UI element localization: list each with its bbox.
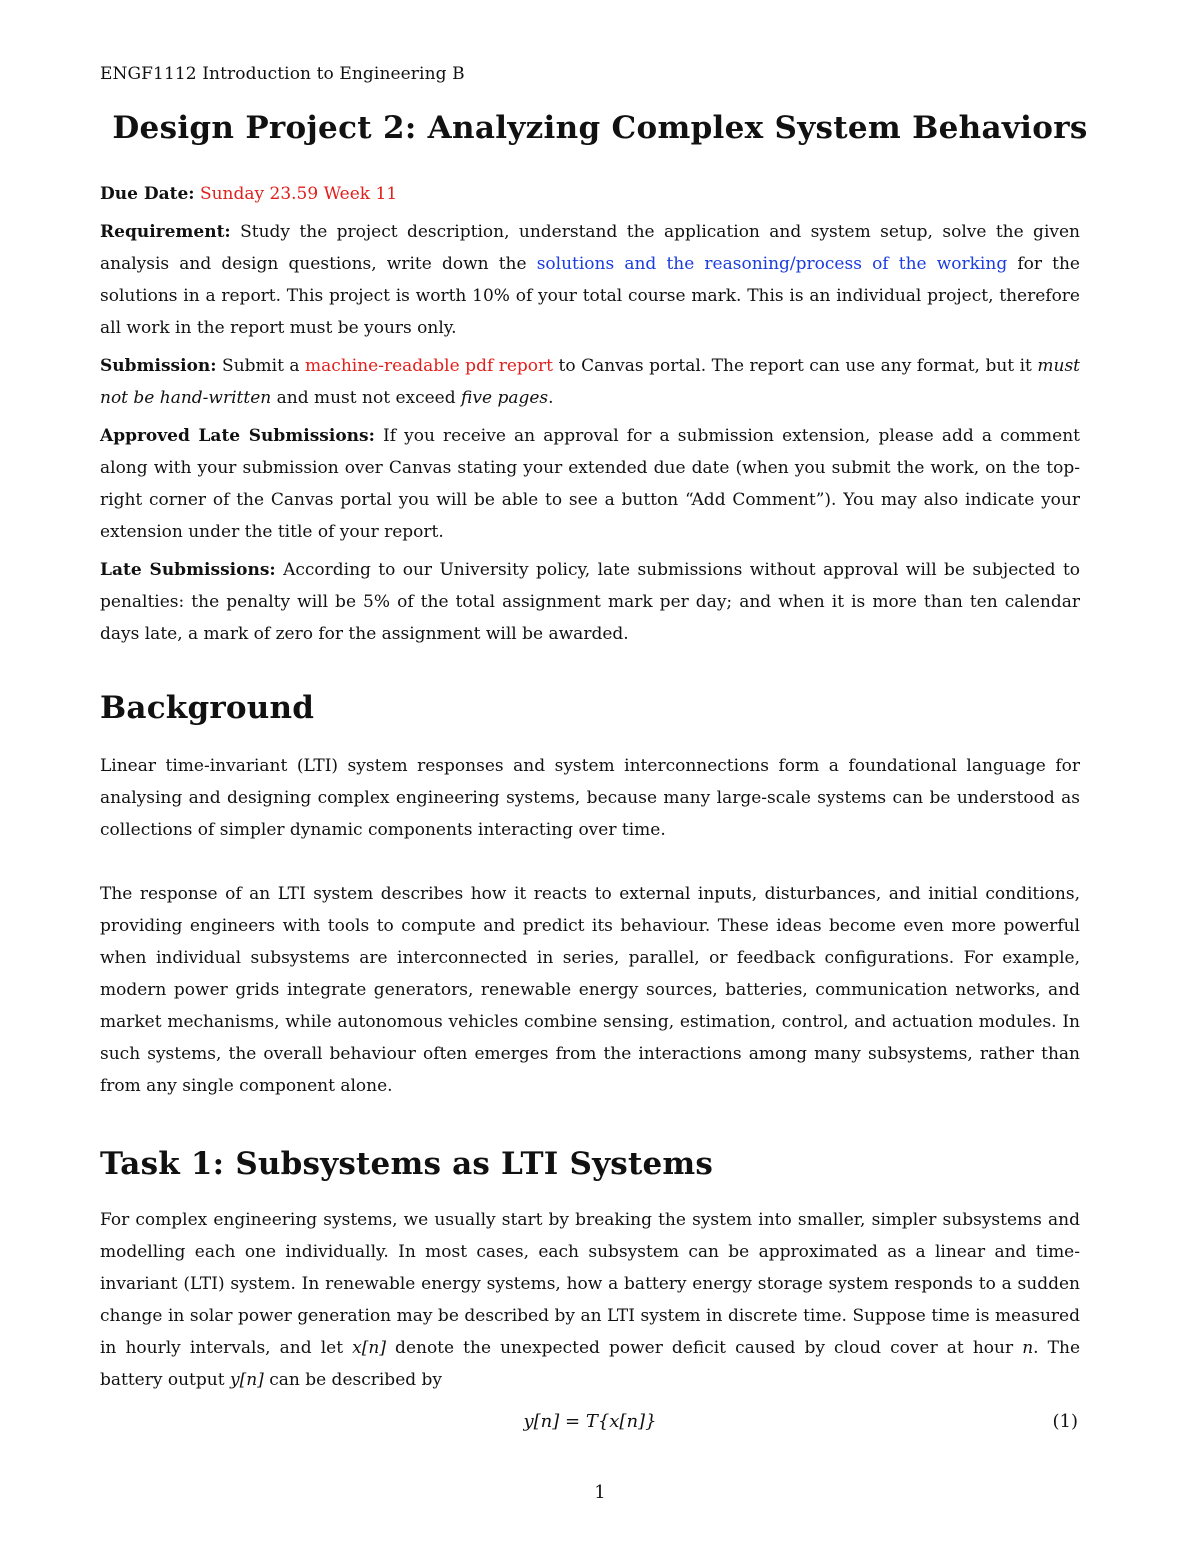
- approved-late-paragraph: [100, 420, 1080, 548]
- background-heading: Background: [100, 690, 315, 726]
- late-submission-text: According to our University policy, late submissions without approval will be subjected to penalties: the penalty will be 5% of the total assignment mark per day; and when it is more than ten calendar days late, a mark of zero for the assignment will be awarded.: [100, 560, 1081, 644]
- requirement-highlight: solutions and the reasoning/process of the working: [536, 254, 1008, 274]
- task1-math-y: y[n]: [229, 1370, 264, 1390]
- due-date-label: Due Date:: [100, 184, 195, 204]
- task1-heading: Task 1: Subsystems as LTI Systems: [100, 1146, 714, 1182]
- requirement-text-after: for the solutions in a report. This project is worth 10% of your total course mark. This is an individual project, therefore all work in the report must be yours only.: [100, 254, 1080, 338]
- due-date-paragraph: [100, 178, 1080, 210]
- approved-late-label: Approved Late Submissions:: [100, 426, 375, 446]
- task1-math-n: n: [1022, 1338, 1034, 1358]
- document-body: [100, 178, 1080, 1438]
- task1-text-2: denote the unexpected power deficit caused by cloud cover at hour: [385, 1338, 1023, 1358]
- page-number: 1: [594, 1482, 606, 1503]
- requirement-paragraph: [100, 216, 1080, 344]
- task1-math-x: x[n]: [352, 1338, 386, 1358]
- approved-late-text: If you receive an approval for a submission extension, please add a comment along with your submission over Canvas stating your extended due date (when you submit the work, on the top-right corner of the Canvas portal you will be able to see a button “Add Comment”). You may also indicate your extension under the title of your report.: [100, 426, 1080, 542]
- submission-info: [100, 178, 1080, 650]
- due-date-value: Sunday 23.59 Week 11: [199, 184, 398, 204]
- task1-text-1: For complex engineering systems, we usually start by breaking the system into smaller, simpler subsystems and modelling each one individually. In most cases, each subsystem can be approximated as a linear and time-invariant (LTI) system. In renewable energy systems, how a battery energy storage system responds to a sudden change in solar power generation may be described by an LTI system in discrete time. Suppose time is measured in hourly intervals, and let: [100, 1210, 1080, 1358]
- task1-text-4: can be described by: [263, 1370, 443, 1390]
- task1-paragraph: [100, 1204, 1080, 1396]
- document-title: Design Project 2: Analyzing Complex System Behaviors: [112, 110, 1088, 146]
- submission-emphasis-handwritten: must not be hand-written: [100, 356, 1080, 408]
- submission-text-mid: to Canvas portal. The report can use any format, but it: [553, 356, 1038, 376]
- equation-number: (1): [1052, 1411, 1078, 1432]
- submission-paragraph: [100, 350, 1080, 414]
- background-paragraph-2: The response of an LTI system describes how it reacts to external inputs, disturbances, and initial conditions, providing engineers with tools to compute and predict its behaviour. These ideas become even more powerful when individual subsystems are interconnected in series, parallel, or feedback configurations. For example, modern power grids integrate generators, renewable energy sources, batteries, communication networks, and market mechanisms, while autonomous vehicles combine sensing, estimation, control, and actuation modules. In such systems, the overall behaviour often emerges from the interactions among many subsystems, rather than from any single component alone.: [100, 884, 1080, 1096]
- late-submission-paragraph: [100, 554, 1080, 650]
- submission-emphasis-pages: five pages: [461, 388, 549, 408]
- background-paragraph-1: Linear time-invariant (LTI) system responses and system interconnections form a foundational language for analysing and designing complex engineering systems, because many large-scale systems can be understood as collections of simpler dynamic components interacting over time.: [100, 756, 1080, 840]
- submission-text-before: Submit a: [216, 356, 306, 376]
- requirement-label: Requirement:: [100, 222, 231, 242]
- requirement-text-before: Study the project description, understand the application and system setup, solve the given analysis and design questions, write down the: [100, 222, 1080, 274]
- submission-label: Submission:: [100, 356, 217, 376]
- submission-text-after: .: [548, 388, 554, 408]
- submission-highlight: machine-readable pdf report: [305, 356, 553, 376]
- equation-1: [100, 1406, 1080, 1438]
- running-header: ENGF1112 Introduction to Engineering B: [100, 64, 465, 84]
- task1-text-3: . The battery output: [100, 1338, 1080, 1390]
- submission-text-mid2: and must not exceed: [271, 388, 462, 408]
- equation-body: y[n] = T{x[n]}: [523, 1411, 657, 1432]
- late-submission-label: Late Submissions:: [100, 560, 276, 580]
